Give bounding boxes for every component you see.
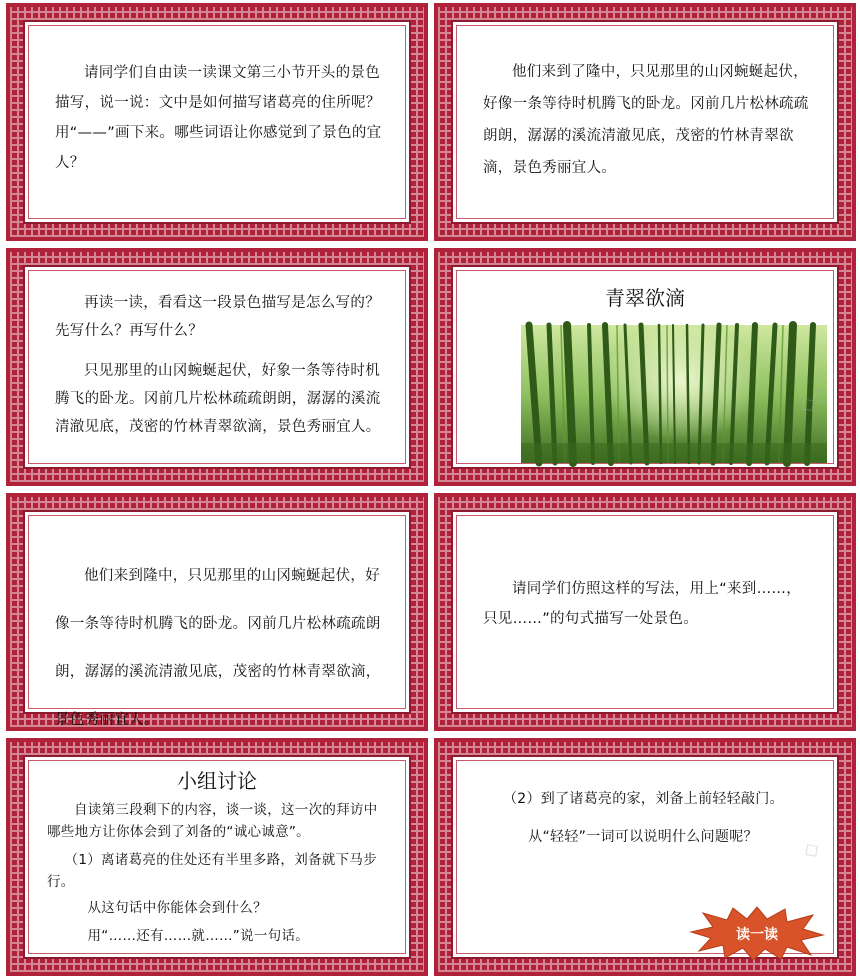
paragraph-question: 再读一读，看看这一段景色描写是怎么写的？先写什么？再写什么？ — [55, 295, 380, 339]
paragraph: 请同学们自由读一读课文第三小节开头的景色描写，说一说：文中是如何描写诸葛亮的住所呢？用“——”画下来。哪些词语让你感觉到了景色的宜人？ — [55, 65, 382, 171]
slide-content — [451, 510, 839, 714]
slide-4 — [434, 248, 856, 486]
question-1: 从这句话中你能体会到什么？ — [87, 900, 267, 916]
watermark: ◇ — [797, 834, 824, 864]
paragraph: 他们来到隆中，只见那里的山冈蜿蜒起伏，好像一条等待时机腾飞的卧龙。冈前几片松林疏疏朗朗，潺潺的溪流清澈见底，茂密的竹林青翠欲滴，景色秀丽宜人。 — [55, 568, 381, 728]
slide-8 — [434, 738, 856, 976]
read-aloud-badge[interactable] — [689, 905, 825, 961]
slide-content — [23, 265, 411, 469]
paragraph: 请同学们仿照这样的写法，用上“来到……，只见……”的句式描写一处景色。 — [483, 581, 802, 627]
intro-paragraph: 自读第三段剩下的内容，谈一谈，这一次的拜访中哪些地方让你体会到了刘备的“诚心诚意”。 — [47, 802, 378, 840]
item-1: （1）离诸葛亮的住处还有半里多路，刘备就下马步行。 — [47, 852, 378, 890]
badge-label: 读一读 — [736, 927, 778, 943]
paragraph: 他们来到了隆中，只见那里的山冈蜿蜒起伏，好像一条等待时机腾飞的卧龙。冈前几片松林疏疏朗朗，潺潺的溪流清澈见底，茂密的竹林青翠欲滴，景色秀丽宜人。 — [483, 64, 809, 176]
slide-6 — [434, 493, 856, 731]
bamboo-forest-image — [521, 325, 827, 463]
slide-title: 青翠欲滴 — [605, 286, 685, 310]
slide-content — [23, 20, 411, 224]
slide-1 — [6, 3, 428, 241]
item-2: （2）到了诸葛亮的家，刘备上前轻轻敲门。 — [503, 791, 784, 807]
question-2: 用“……还有……就……”说一句话。 — [87, 928, 310, 944]
slide-content — [23, 755, 411, 959]
slide-3 — [6, 248, 428, 486]
question: 从“轻轻”一词可以说明什么问题呢？ — [528, 829, 758, 845]
slide-7 — [6, 738, 428, 976]
slide-content — [451, 20, 839, 224]
watermark: ◇◇ — [793, 380, 833, 418]
slide-title: 小组讨论 — [177, 769, 257, 793]
slide-content — [23, 510, 411, 728]
slide-content — [451, 265, 839, 469]
paragraph-quote: 只见那里的山冈蜿蜒起伏，好象一条等待时机腾飞的卧龙。冈前几片松林疏疏朗朗，潺潺的溪流清澈见底，茂密的竹林青翠欲滴，景色秀丽宜人。 — [55, 363, 381, 435]
slide-5 — [6, 493, 428, 731]
slide-2 — [434, 3, 856, 241]
slide-content — [451, 755, 839, 959]
